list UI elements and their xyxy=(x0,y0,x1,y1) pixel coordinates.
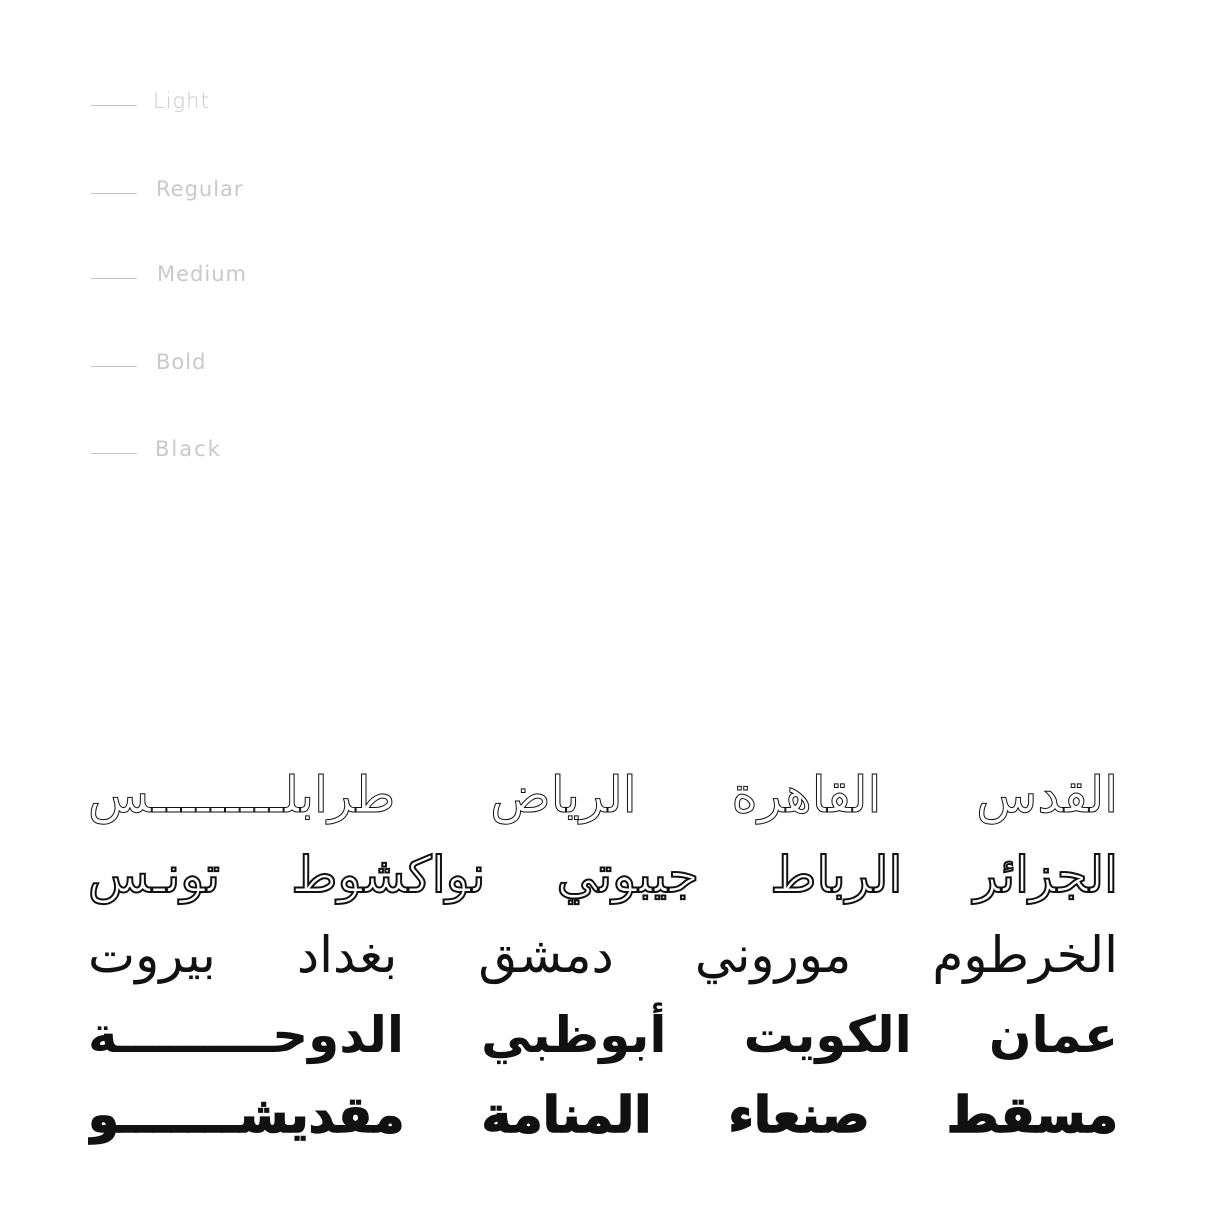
weight-label-black: Black xyxy=(155,437,222,461)
arabic-specimen xyxy=(88,755,1118,1155)
weight-label-bold: Bold xyxy=(156,350,207,374)
specimen-line-black: مسقط صنعاء المنامة مقديشـــــــو xyxy=(88,1086,1118,1144)
specimen-line-light: القدس القاهرة الرياض طرابلـــــــــس xyxy=(88,766,1118,824)
specimen-line-medium: الخرطوم موروني دمشق بغداد بيروت xyxy=(88,926,1118,984)
weight-rule xyxy=(91,278,137,279)
weight-label-medium: Medium xyxy=(157,262,247,286)
weight-rule xyxy=(91,453,137,454)
weight-rule xyxy=(91,105,137,106)
weight-rule xyxy=(91,193,137,194)
weight-legend xyxy=(91,0,491,500)
specimen-line-regular: الجزائر الرباط جيبوتي نواكشوط تونـس xyxy=(88,846,1118,904)
weight-label-light: Light xyxy=(153,89,210,113)
weight-rule xyxy=(91,366,137,367)
specimen-line-bold: عمان الكويت أبوظبي الدوحـــــــــة xyxy=(88,1006,1118,1064)
weight-label-regular: Regular xyxy=(156,177,244,201)
